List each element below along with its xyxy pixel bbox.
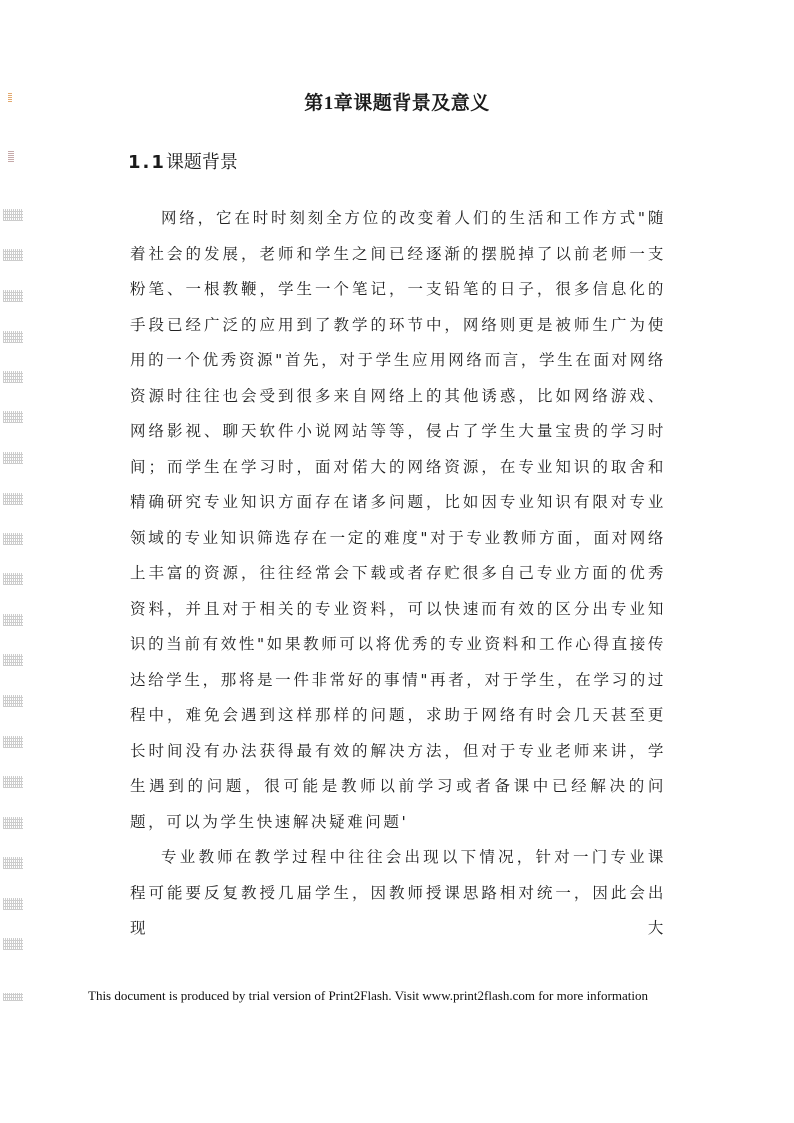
margin-artifact — [3, 857, 23, 869]
margin-artifact — [3, 533, 23, 545]
paragraph: 专业教师在教学过程中往往会出现以下情况，针对一门专业课程可能要反复教授几届学生，因教师授课思路相对统一，因此会出现大 — [130, 848, 666, 937]
margin-artifact — [3, 817, 23, 829]
margin-artifact — [3, 209, 23, 221]
margin-artifact — [3, 411, 23, 423]
margin-artifact — [3, 614, 23, 626]
margin-artifact — [3, 331, 23, 343]
margin-artifact — [3, 493, 23, 505]
margin-artifact — [3, 993, 23, 1001]
margin-artifact — [3, 371, 23, 383]
margin-artifact — [3, 898, 23, 910]
margin-artifact — [3, 249, 23, 261]
paragraph: 网络，它在时时刻刻全方位的改变着人们的生活和工作方式"随着社会的发展，老师和学生之间已经逐渐的摆脱掉了以前老师一支粉笔、一根教鞭，学生一个笔记，一支铅笔的日子，很多信息化的手段已经广泛的应用到了教学的环节中，网络则更是被师生广为使用的一个优秀资源"首先，对于学生应用网络而言，学生在面对网络资源时往往也会受到很多来自网络上的其他诱惑，比如网络游戏、网络影视、聊天软件小说网站等等，侵占了学生大量宝贵的学习时间；而学生在学习时，面对偌大的网络资源，在专业知识的取舍和精确研究专业知识方面存在诸多问题，比如因专业知识有限对专业领域的专业知识筛选存在一定的难度"对于专业教师方面，面对网络上丰富的资源，往往经常会下载或者存贮很多自己专业方面的优秀资料，并且对于相关的专业资料，可以快速而有效的区分出专业知识的当前有效性"如果教师可以将优秀的专业资料和工作心得直接传达给学生，那将是一件非常好的事情"再者，对于学生，在学习的过程中，难免会遇到这样那样的问题，求助于网络有时会几天甚至更长时间没有办法获得最有效的解决方法，但对于专业老师来讲，学生遇到的问题，很可能是教师以前学习或者备课中已经解决的问题，可以为学生快速解决疑难问题' — [130, 209, 666, 831]
margin-artifact — [3, 573, 23, 585]
margin-artifact — [3, 654, 23, 666]
margin-artifact — [3, 736, 23, 748]
body-text — [130, 201, 666, 947]
scan-margin-artifacts — [0, 0, 30, 1123]
trial-watermark-note: This document is produced by trial version of Print2Flash. Visit www.print2flash.com for more information — [88, 988, 648, 1003]
section-heading — [128, 148, 238, 174]
margin-artifact — [3, 695, 23, 707]
margin-artifact — [3, 290, 23, 302]
margin-artifact — [8, 150, 14, 162]
chapter-title: 第1章课题背景及意义 — [304, 93, 490, 114]
margin-artifact — [3, 452, 23, 464]
section-number: 1.1 — [128, 152, 166, 173]
margin-artifact — [3, 776, 23, 788]
section-title-text: 课题背景 — [165, 152, 238, 173]
margin-artifact — [3, 938, 23, 950]
